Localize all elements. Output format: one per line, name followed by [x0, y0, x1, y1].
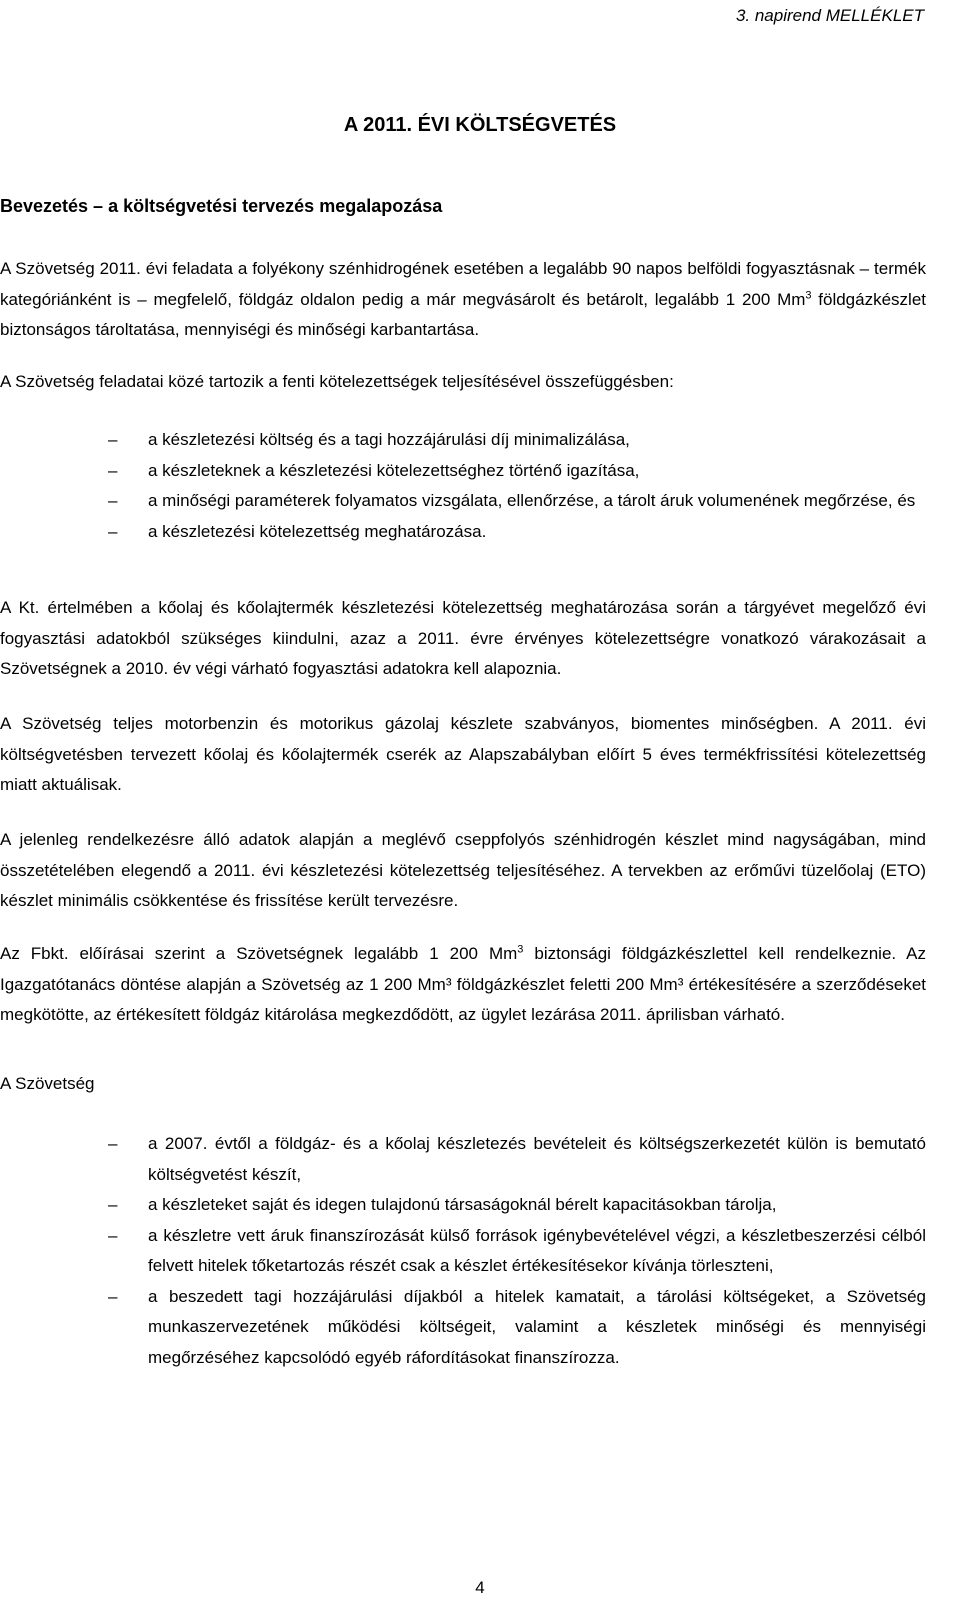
paragraph-fbkt-text-end: biztonsági földgázkészlettel kell rendelkeznie. Az Igazgatótanács döntése alapján a Szövetség az 1 200 Mm³ földgázkészlet feletti 200 Mm³ értékesítésére a szerződéseket megkötötte, az értékesített földgáz kitárolása megkezdődött, az ügylet lezárása 2011. áprilisban várható.	[0, 944, 926, 1024]
section-heading: Bevezetés – a költségvetési tervezés megalapozása	[0, 196, 443, 216]
dash-bullet: –	[108, 1195, 118, 1214]
dash-bullet: –	[108, 1225, 118, 1245]
superscript-3: 3	[805, 288, 812, 301]
dash-bullet: –	[108, 1134, 118, 1153]
paragraph-szovetseg: A Szövetség	[0, 1074, 95, 1093]
list-item: – a készleteknek a készletezési kötelezettséghez történő igazítása,	[0, 456, 926, 487]
dash-bullet: –	[108, 1286, 118, 1306]
dash-bullet: –	[108, 491, 118, 510]
szovetseg-list	[0, 1129, 926, 1373]
task-list	[0, 425, 926, 547]
list-item: – a készletezési költség és a tagi hozzájárulási díj minimalizálása,	[0, 425, 926, 456]
dash-bullet: –	[108, 521, 118, 541]
header-note: 3. napirend MELLÉKLET	[735, 6, 924, 25]
superscript-3: 3	[517, 943, 524, 956]
paragraph-lpg: A jelenleg rendelkezésre álló adatok alapján a meglévő cseppfolyós szénhidrogén készlet mind nagyságában, mind összetételében elegendő a 2011. évi készletezési kötelezettség teljesítéséhez. A tervekben az erőművi tüzelőolaj (ETO) készlet minimális csökkentése és frissítése került tervezésre.	[0, 830, 926, 910]
page-number: 4	[475, 1578, 485, 1597]
paragraph-fbkt	[0, 939, 926, 1031]
list-item: – a készletezési kötelezettség meghatározása.	[0, 517, 926, 548]
dash-bullet: –	[108, 430, 118, 449]
list-item: – a készletre vett áruk finanszírozását külső források igénybevételével végzi, a készletbeszerzési célból felvett hitelek tőketartozás részét csak a készlet értékesítésekor kívánja törleszteni,	[0, 1221, 926, 1282]
list-item: – a minőségi paraméterek folyamatos vizsgálata, ellenőrzése, a tárolt áruk volumenének megőrzése, és	[0, 486, 926, 517]
paragraph-kt: A Kt. értelmében a kőolaj és kőolajtermék készletezési kötelezettség meghatározása során a tárgyévet megelőző évi fogyasztási adatokból szükséges kiindulni, azaz a 2011. évre érvényes kötelezettségre vonatkozó várakozásait a Szövetségnek a 2010. év végi várható fogyasztási adatokra kell alapoznia.	[0, 598, 926, 678]
paragraph-intro-text: A Szövetség 2011. évi feladata a folyékony szénhidrogének esetében a legalább 90 napos belföldi fogyasztásnak – termék kategóriánként is – megfelelő, földgáz oldalon pedig a már megvásárolt és betárolt, legalább 1 200 Mm	[0, 259, 926, 309]
list-item: – a készleteket saját és idegen tulajdonú társaságoknál bérelt kapacitásokban tárolja,	[0, 1190, 926, 1221]
paragraph-motor-fuel: A Szövetség teljes motorbenzin és motorikus gázolaj készlete szabványos, biomentes minőségben. A 2011. évi költségvetésben tervezett kőolaj és kőolajtermék cserék az Alapszabályban előírt 5 éves termékfrissítési kötelezettség miatt aktuálisak.	[0, 714, 926, 794]
list-item: – a beszedett tagi hozzájárulási díjakból a hitelek kamatait, a tárolási költségeket, a Szövetség munkaszervezetének működési költségeit, valamint a készletek minőségi és mennyiségi megőrzéséhez kapcsolódó egyéb ráfordításokat finanszírozza.	[0, 1282, 926, 1374]
paragraph-fbkt-text: Az Fbkt. előírásai szerint a Szövetségnek legalább 1 200 Mm	[0, 944, 518, 963]
document-title: A 2011. ÉVI KÖLTSÉGVETÉS	[343, 114, 617, 136]
list-item: – a 2007. évtől a földgáz- és a kőolaj készletezés bevételeit és költségszerkezetét külön is bemutató költségvetést készít,	[0, 1129, 926, 1190]
dash-bullet: –	[108, 460, 118, 480]
paragraph-intro	[0, 254, 926, 346]
paragraph-tasks: A Szövetség feladatai közé tartozik a fenti kötelezettségek teljesítésével összefüggésben:	[0, 372, 674, 391]
paragraph-intro-text-end: földgázkészlet biztonságos tároltatása, mennyiségi és minőségi karbantartása.	[0, 289, 926, 339]
